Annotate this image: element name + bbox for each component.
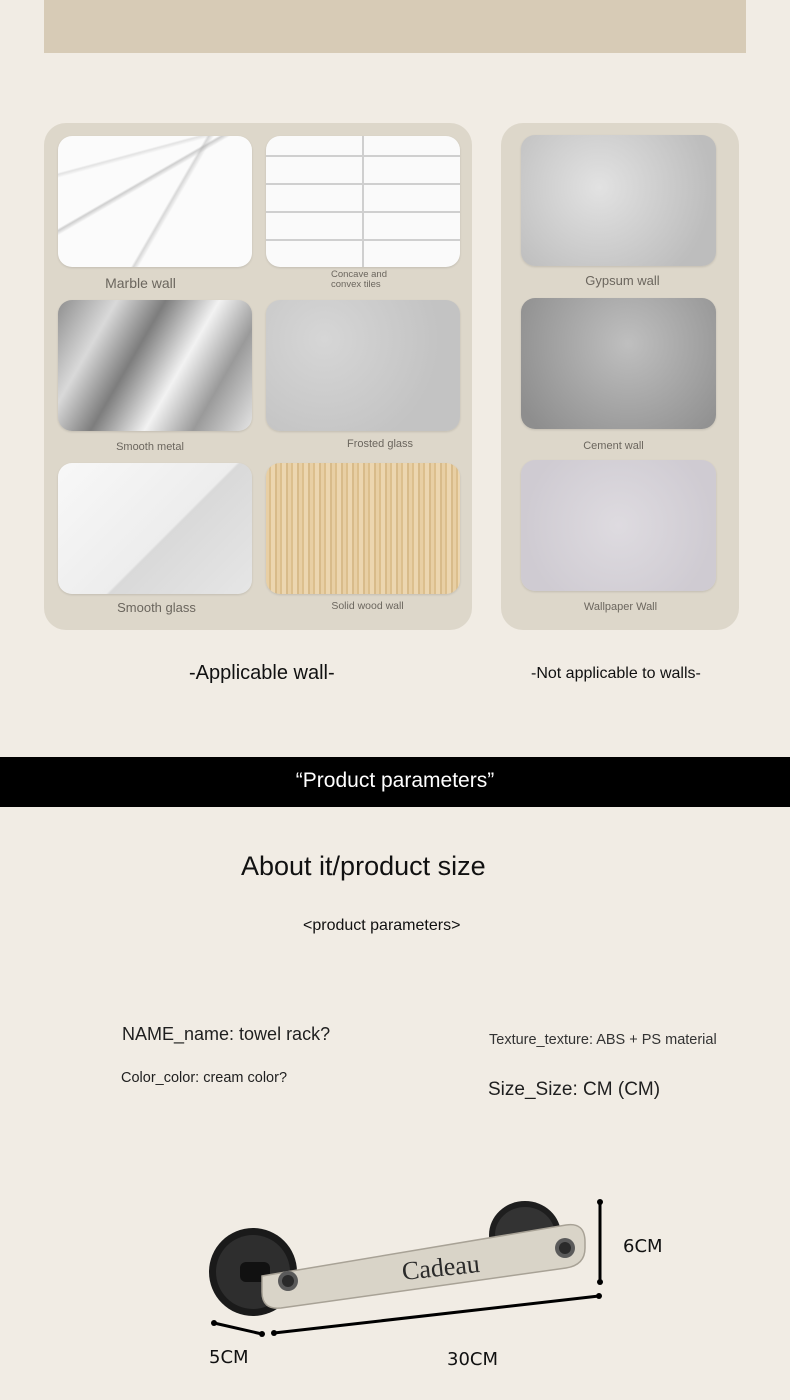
smooth-metal-swatch [58,300,252,431]
frosted-glass-swatch [266,300,460,431]
depth-dimension-line [214,1323,262,1334]
smooth-glass-label: Smooth glass [117,600,196,615]
marble-wall-label: Marble wall [105,275,176,291]
applicable-walls-panel [44,123,472,630]
about-title: About it/product size [241,851,486,881]
not-applicable-walls-panel [501,123,739,630]
marble-wall-swatch [58,136,252,267]
gypsum-wall-label: Gypsum wall [585,273,660,288]
tiles-wall-swatch [266,136,460,267]
banner-title: “Product parameters” [295,769,495,792]
top-color-banner [44,0,746,53]
length-label: 30CM [447,1349,499,1370]
frosted-glass-label: Frosted glass [346,438,414,450]
smooth-glass-swatch [58,463,252,594]
cement-wall-swatch [521,298,716,429]
wallpaper-wall-label: Wallpaper Wall [583,601,658,613]
wallpaper-wall-swatch [521,460,716,591]
tiles-wall-label: Concave and convex tiles [331,269,387,291]
param-texture: Texture_texture: ABS + PS material [489,1032,717,1048]
cement-wall-label: Cement wall [583,440,644,452]
applicable-wall-caption: -Applicable wall- [189,662,335,684]
gypsum-wall-swatch [521,135,716,266]
solid-wood-swatch [266,463,460,594]
param-color: Color_color: cream color? [121,1070,288,1086]
towel-rack-illustration [195,1190,675,1380]
not-applicable-caption: -Not applicable to walls- [531,665,701,682]
solid-wood-label: Solid wood wall [331,600,404,612]
height-label: 6CM [623,1236,663,1257]
brand-logo: Cadeau [400,1249,482,1287]
about-subtitle: <product parameters> [303,917,461,934]
depth-label: 5CM [209,1347,249,1368]
product-parameters-banner [0,757,790,807]
smooth-metal-label: Smooth metal [116,441,184,453]
param-size: Size_Size: CM (CM) [488,1079,661,1100]
param-name: NAME_name: towel rack? [122,1024,331,1044]
